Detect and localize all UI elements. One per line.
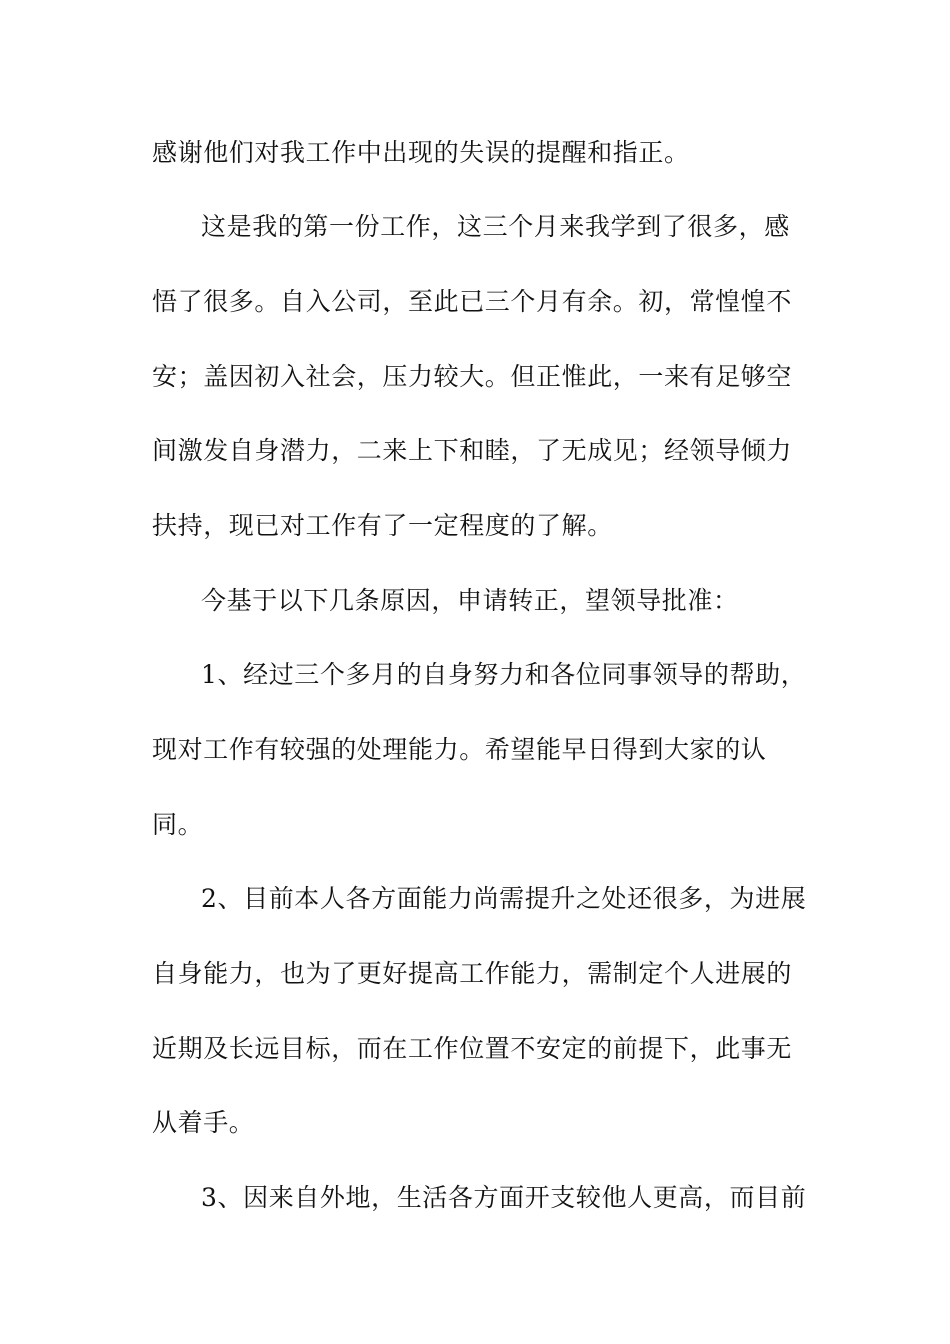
text-line-15: 3、因来自外地，生活各方面开支较他人更高，而目前	[201, 1183, 807, 1212]
text-line-8: 1、经过三个多月的自身努力和各位同事领导的帮助，	[201, 660, 807, 689]
text-line-7: 今基于以下几条原因，申请转正，望领导批准：	[201, 586, 739, 615]
text-line-2: 这是我的第一份工作，这三个月来我学到了很多，感	[201, 212, 790, 241]
text-line-13: 近期及长远目标，而在工作位置不安定的前提下，此事无	[152, 1034, 793, 1063]
text-line-3: 悟了很多。自入公司，至此已三个月有余。初，常惶惶不	[152, 287, 793, 316]
text-line-11: 2、目前本人各方面能力尚需提升之处还很多，为进展	[201, 884, 807, 913]
text-line-9: 现对工作有较强的处理能力。希望能早日得到大家的认	[152, 735, 767, 764]
text-line-4: 安；盖因初入社会，压力较大。但正惟此，一来有足够空	[152, 362, 793, 391]
text-line-1: 感谢他们对我工作中出现的失误的提醒和指正。	[152, 138, 690, 167]
text-line-6: 扶持，现已对工作有了一定程度的了解。	[152, 511, 613, 540]
text-line-10: 同。	[152, 810, 204, 839]
text-line-12: 自身能力，也为了更好提高工作能力，需制定个人进展的	[152, 959, 793, 988]
text-line-14: 从着手。	[152, 1108, 255, 1137]
text-line-5: 间激发自身潜力，二来上下和睦，了无成见；经领导倾力	[152, 436, 793, 465]
